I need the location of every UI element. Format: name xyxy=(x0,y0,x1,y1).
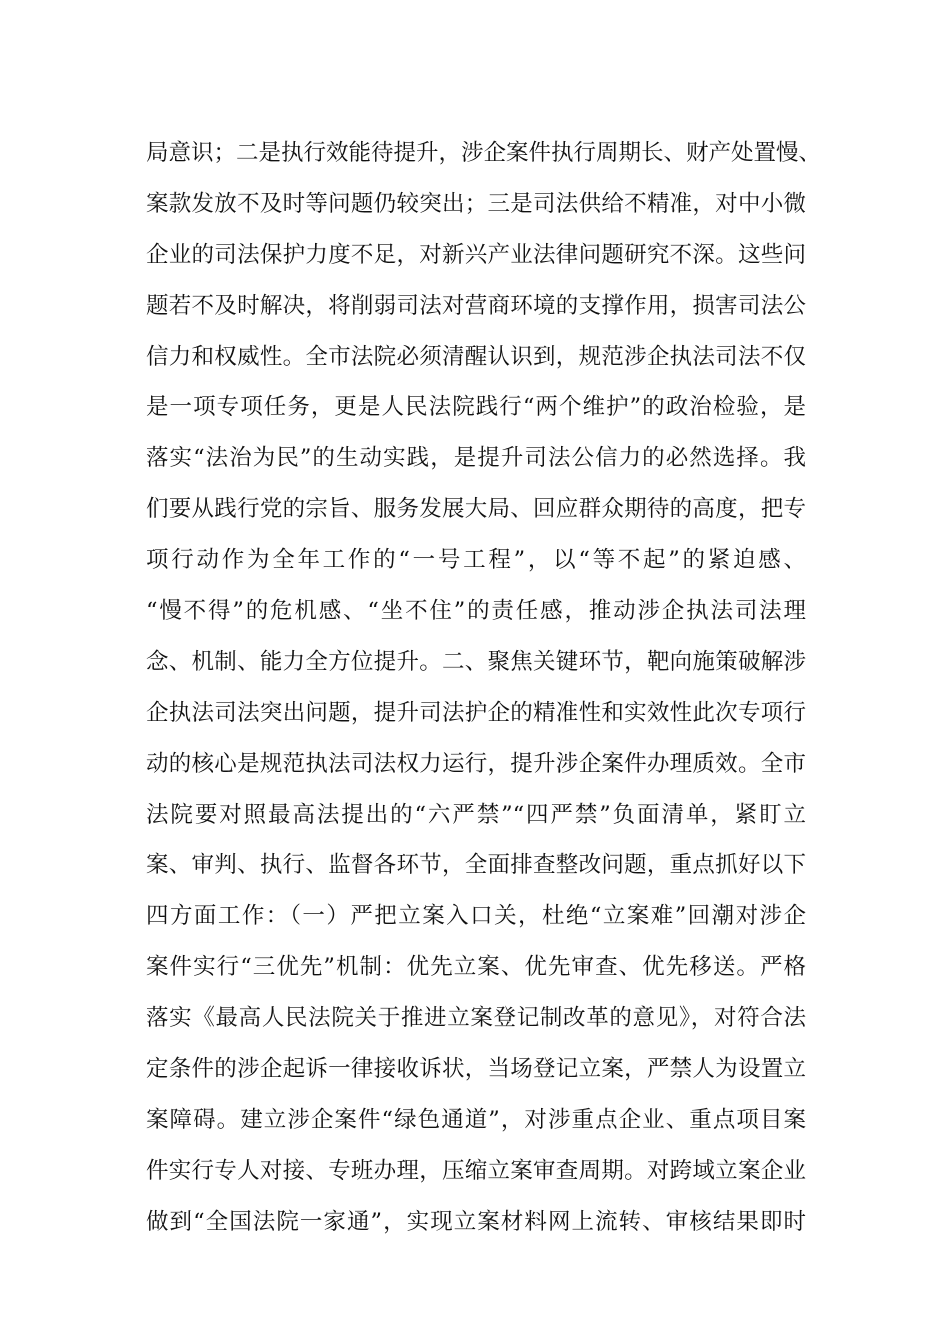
text-line: 们要从践行党的宗旨、服务发展大局、回应群众期待的高度，把专 xyxy=(146,496,806,523)
text-line: 案、审判、执行、监督各环节，全面排查整改问题，重点抓好以下 xyxy=(146,852,806,879)
text-line: 落实“法治为民”的生动实践，是提升司法公信力的必然选择。我 xyxy=(146,445,806,472)
text-line: 落实《最高人民法院关于推进立案登记制改革的意见》，对符合法 xyxy=(146,1005,806,1032)
text-line: 企执法司法突出问题，提升司法护企的精准性和实效性此次专项行 xyxy=(146,699,806,726)
text-line: 企业的司法保护力度不足，对新兴产业法律问题研究不深。这些问 xyxy=(146,241,806,268)
text-line: 件实行专人对接、专班办理，压缩立案审查周期。对跨域立案企业 xyxy=(146,1157,806,1184)
text-line: 案款发放不及时等问题仍较突出；三是司法供给不精准，对中小微 xyxy=(146,190,806,217)
text-line: 案件实行“三优先”机制：优先立案、优先审查、优先移送。严格 xyxy=(146,954,806,981)
text-line: 法院要对照最高法提出的“六严禁”“四严禁”负面清单，紧盯立 xyxy=(146,801,806,828)
text-line: “慢不得”的危机感、“坐不住”的责任感，推动涉企执法司法理 xyxy=(146,598,806,625)
text-line: 题若不及时解决，将削弱司法对营商环境的支撑作用，损害司法公 xyxy=(146,292,806,319)
text-line: 是一项专项任务，更是人民法院践行“两个维护”的政治检验，是 xyxy=(146,394,806,421)
text-line: 案障碍。建立涉企案件“绿色通道”，对涉重点企业、重点项目案 xyxy=(146,1106,806,1133)
body-text xyxy=(146,128,822,1248)
text-line: 做到“全国法院一家通”，实现立案材料网上流转、审核结果即时 xyxy=(146,1208,806,1235)
text-line: 四方面工作：（一）严把立案入口关，杜绝“立案难”回潮对涉企 xyxy=(146,903,806,930)
text-line: 局意识；二是执行效能待提升，涉企案件执行周期长、财产处置慢、 xyxy=(146,140,822,166)
text-line: 定条件的涉企起诉一律接收诉状，当场登记立案，严禁人为设置立 xyxy=(146,1056,806,1083)
text-line: 念、机制、能力全方位提升。二、聚焦关键环节，靶向施策破解涉 xyxy=(146,648,806,675)
text-line: 项行动作为全年工作的“一号工程”，以“等不起”的紧迫感、 xyxy=(146,547,806,574)
text-line: 信力和权威性。全市法院必须清醒认识到，规范涉企执法司法不仅 xyxy=(146,343,806,370)
text-line: 动的核心是规范执法司法权力运行，提升涉企案件办理质效。全市 xyxy=(146,750,806,777)
